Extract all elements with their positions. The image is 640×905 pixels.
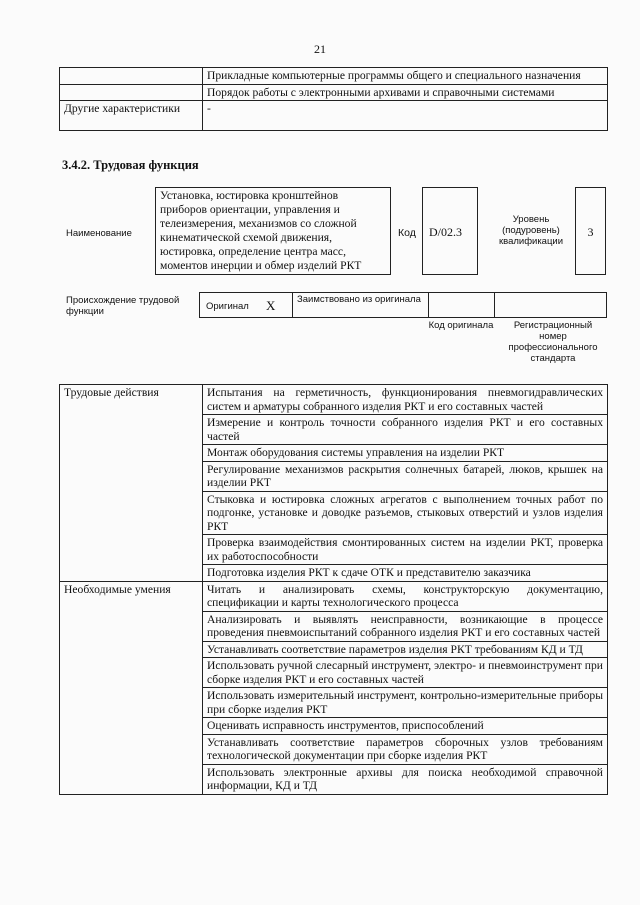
original-mark: X — [266, 298, 276, 313]
reg-caption: Регистрационный номер профессионального стандарта — [508, 320, 598, 364]
skill-item: Использовать ручной слесарный инструмент, электро- и пневмоинструмент при сборке изделия РКТ и его составных частей — [203, 658, 608, 688]
original-label: Оригинал — [206, 301, 249, 312]
skill-item: Устанавливать соответствие параметров сборочных узлов требованиям технологической документации при сборке изделия РКТ — [203, 734, 608, 764]
name-value: Установка, юстировка кронштейнов приборов ориентации, управления и телеизмерения, механизмов со сложной кинематической схемой движения, юстировка, определение центра масс, моментов инерции и обмер изделий РКТ — [155, 187, 391, 275]
action-item: Стыковка и юстировка сложных агрегатов с выполнением точных работ по подгонке, установке и доводке разъемов, стыковых отверстий и узлов изделия РКТ — [203, 491, 608, 535]
top-table — [59, 67, 608, 131]
action-item: Проверка взаимодействия смонтированных систем на изделии РКТ, проверка их работоспособности — [203, 535, 608, 565]
row-label — [60, 84, 203, 101]
table-row — [60, 581, 608, 611]
table-row — [60, 68, 608, 85]
main-table — [59, 384, 608, 795]
skill-item: Устанавливать соответствие параметров изделия РКТ требованиям КД и ТД — [203, 641, 608, 658]
borrowed-label: Заимствовано из оригинала — [297, 294, 421, 305]
action-item: Подготовка изделия РКТ к сдаче ОТК и представителю заказчика — [203, 565, 608, 582]
level-label: Уровень (подуровень) квалификации — [498, 214, 564, 247]
skill-item: Анализировать и выявлять неисправности, возникающие в процессе проведения пневмоиспытаний собранного изделия РКТ и его составных частей — [203, 611, 608, 641]
action-item: Монтаж оборудования системы управления на изделии РКТ — [203, 445, 608, 462]
section-title: 3.4.2. Трудовая функция — [62, 158, 199, 172]
table-row — [60, 101, 608, 131]
code-caption: Код оригинала — [428, 320, 494, 331]
skill-item: Оценивать исправность инструментов, приспособлений — [203, 718, 608, 735]
row-text: Порядок работы с электронными архивами и справочными системами — [203, 84, 608, 101]
divider — [292, 293, 293, 317]
skill-item: Использовать измерительный инструмент, контрольно-измерительные приборы при сборке изделия РКТ — [203, 688, 608, 718]
table-row — [60, 385, 608, 415]
skill-item: Использовать электронные архивы для поиска необходимой справочной информации, КД и ТД — [203, 764, 608, 794]
divider — [494, 293, 495, 317]
divider — [428, 293, 429, 317]
skill-item: Читать и анализировать схемы, конструкторскую документацию, спецификации и карты технологического процесса — [203, 581, 608, 611]
action-item: Измерение и контроль точности собранного изделия РКТ и его составных частей — [203, 415, 608, 445]
actions-label: Трудовые действия — [60, 385, 203, 582]
row-text: - — [203, 101, 608, 131]
code-value: D/02.3 — [422, 187, 478, 275]
row-text: Прикладные компьютерные программы общего и специального назначения — [203, 68, 608, 85]
skills-label: Необходимые умения — [60, 581, 203, 794]
name-label: Наименование — [66, 228, 132, 239]
origin-label: Происхождение трудовой функции — [66, 295, 180, 317]
page-number: 21 — [314, 42, 326, 56]
table-row — [60, 84, 608, 101]
action-item: Испытания на герметичность, функционирования пневмогидравлических систем и арматуры собранного изделия РКТ и его составных частей — [203, 385, 608, 415]
action-item: Регулирование механизмов раскрытия солнечных батарей, люков, крышек на изделии РКТ — [203, 461, 608, 491]
row-label: Другие характеристики — [60, 101, 203, 131]
code-label: Код — [398, 227, 416, 239]
level-value: 3 — [575, 187, 606, 275]
row-label — [60, 68, 203, 85]
origin-box — [199, 292, 607, 318]
